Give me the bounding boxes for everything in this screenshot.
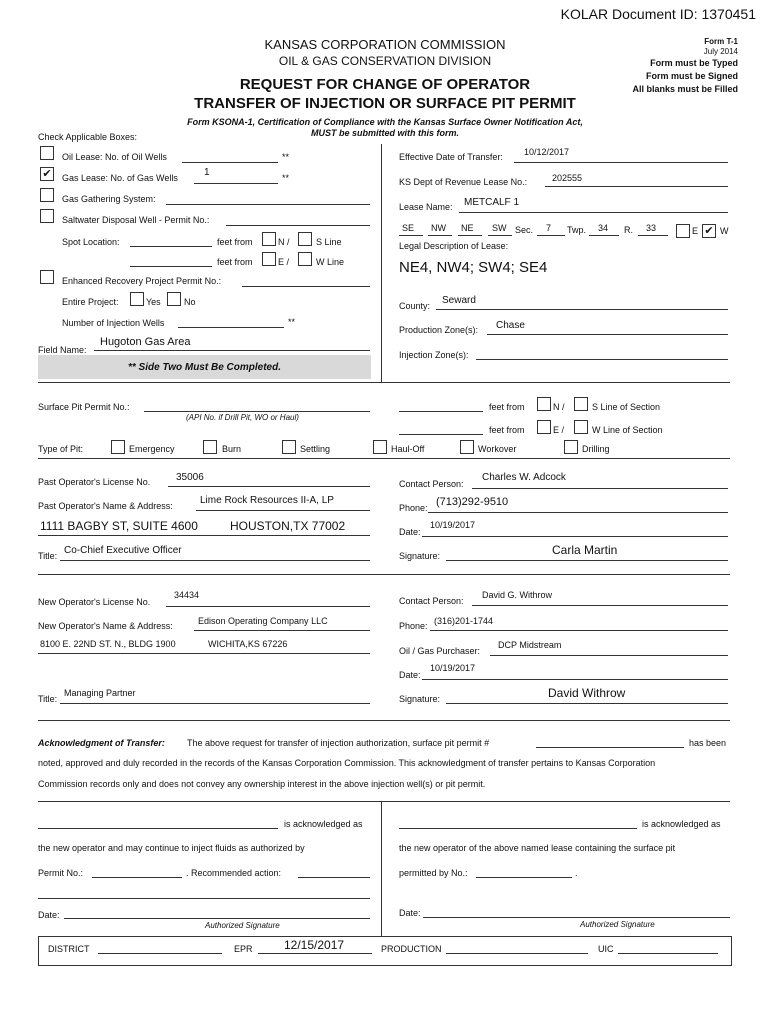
production-zone-value: Chase: [496, 320, 525, 331]
num-injection-wells-field[interactable]: [178, 327, 284, 328]
swd-permit-field[interactable]: [226, 225, 370, 226]
new-address-field[interactable]: [38, 653, 370, 654]
new-license-field[interactable]: [166, 606, 370, 607]
past-name-label: Past Operator's Name & Address:: [38, 501, 173, 511]
new-date-field[interactable]: [422, 679, 728, 680]
legal-desc-value: NE4, NW4; SW4; SE4: [399, 259, 548, 276]
ack-has-been: has been: [689, 738, 727, 748]
pit-type-emergency-checkbox[interactable]: [111, 440, 125, 454]
pit-type-drilling-checkbox[interactable]: [564, 440, 578, 454]
form-typed-note: Form must be Typed: [650, 58, 738, 68]
injection-wells-stars: **: [288, 317, 296, 327]
county-field[interactable]: [436, 309, 728, 310]
production-zone-label: Production Zone(s):: [399, 325, 479, 335]
permitted-by-label: permitted by No.:: [399, 868, 468, 878]
new-date-value: 10/19/2017: [430, 663, 476, 673]
past-signature-value: Carla Martin: [552, 543, 618, 557]
ack-line-3: Commission records only and does not convey any ownership interest in the above injection well(s) or pit permit.: [38, 779, 486, 789]
spot-n-checkbox[interactable]: [262, 232, 276, 246]
past-address-street: 1111 BAGBY ST, SUITE 4600: [40, 519, 198, 533]
spot-ew-feet-field[interactable]: [130, 266, 212, 267]
column-divider: [381, 144, 382, 382]
section-divider-1: [38, 382, 730, 383]
legal-desc-label: Legal Description of Lease:: [399, 241, 509, 251]
ks-lease-no-field[interactable]: [545, 186, 728, 187]
new-name-label: New Operator's Name & Address:: [38, 621, 173, 631]
past-phone-label: Phone:: [399, 503, 428, 513]
new-license-label: New Operator's License No.: [38, 597, 151, 607]
pit-type-workover-label: Workover: [478, 444, 517, 454]
section-divider-5: [38, 801, 730, 802]
pit-type-burn-label: Burn: [222, 444, 242, 454]
pit-n-checkbox[interactable]: [537, 397, 551, 411]
recommended-action-field-2[interactable]: [38, 898, 370, 899]
document-id: KOLAR Document ID: 1370451: [560, 6, 756, 22]
pit-feet-from-2: feet from: [489, 425, 525, 435]
quarter-1: SE: [402, 223, 415, 233]
new-date-label: Date:: [399, 670, 421, 680]
past-phone-field[interactable]: [428, 512, 728, 513]
epr-field[interactable]: [258, 953, 372, 954]
pit-type-emergency-label: Emergency: [129, 444, 175, 454]
past-license-field[interactable]: [168, 486, 370, 487]
epr-label: EPR: [234, 944, 253, 954]
pit-ew-feet-field[interactable]: [399, 434, 483, 435]
spot-feet-from-1: feet from: [217, 237, 253, 247]
left-date-label: Date:: [38, 910, 60, 920]
past-title-field[interactable]: [60, 560, 370, 561]
effective-date-field[interactable]: [514, 162, 728, 163]
oil-wells-stars: **: [282, 152, 290, 162]
entire-project-label: Entire Project:: [62, 297, 119, 307]
pit-s-line-label: S Line of Section: [592, 402, 661, 412]
new-address-city: WICHITA,KS 67226: [208, 639, 288, 649]
twp-label: Twp.: [567, 225, 587, 235]
form-title-1: REQUEST FOR CHANGE OF OPERATOR: [239, 76, 531, 93]
form-signed-note: Form must be Signed: [645, 71, 738, 81]
gas-wells-value: 1: [204, 167, 210, 178]
district-field[interactable]: [98, 953, 222, 954]
pit-w-checkbox[interactable]: [574, 420, 588, 434]
production-zone-field[interactable]: [487, 334, 728, 335]
right-ack-field[interactable]: [399, 828, 637, 829]
purchaser-value: DCP Midstream: [498, 640, 562, 650]
pit-type-settling-label: Settling: [300, 444, 331, 454]
section-divider-2: [38, 458, 730, 459]
permitted-by-dot: .: [575, 868, 578, 878]
form-subtitle-2: MUST be submitted with this form.: [311, 128, 459, 138]
gas-wells-field[interactable]: [194, 183, 278, 184]
right-is-ack: is acknowledged as: [642, 819, 721, 829]
new-signature-label: Signature:: [399, 694, 441, 704]
past-address-city: HOUSTON,TX 77002: [230, 519, 346, 533]
gas-lease-checkbox[interactable]: ✔: [40, 167, 54, 181]
spot-w-checkbox[interactable]: [298, 252, 312, 266]
right-date-label: Date:: [399, 908, 421, 918]
past-contact-field[interactable]: [472, 488, 728, 489]
sec-value: 7: [546, 223, 552, 233]
ack-line-1: The above request for transfer of injection authorization, surface pit permit #: [187, 738, 490, 748]
epr-value: 12/15/2017: [284, 938, 345, 952]
right-date-field[interactable]: [423, 917, 730, 918]
new-title-field[interactable]: [60, 703, 370, 704]
quarter-4: SW: [492, 223, 507, 233]
entire-project-no-label: No: [184, 297, 196, 307]
purchaser-field[interactable]: [490, 655, 728, 656]
new-name-value: Edison Operating Company LLC: [198, 616, 328, 626]
section-divider-4: [38, 720, 730, 721]
check-boxes-label: Check Applicable Boxes:: [38, 132, 138, 142]
section-divider-3: [38, 574, 730, 575]
form-number: Form T-1: [704, 37, 738, 46]
past-date-value: 10/19/2017: [430, 520, 476, 530]
swd-label: Saltwater Disposal Well - Permit No.:: [62, 215, 210, 225]
entire-project-no-checkbox[interactable]: [167, 292, 181, 306]
oil-wells-field[interactable]: [182, 162, 278, 163]
range-label: R.: [624, 225, 633, 235]
recommended-action-field[interactable]: [298, 877, 370, 878]
new-contact-label: Contact Person:: [399, 596, 464, 606]
surface-pit-label: Surface Pit Permit No.:: [38, 402, 130, 412]
enhanced-recovery-label: Enhanced Recovery Project Permit No.:: [62, 276, 222, 286]
district-label: DISTRICT: [48, 944, 90, 954]
quarter-4-field[interactable]: [488, 235, 512, 236]
past-address-field[interactable]: [38, 535, 370, 536]
past-signature-label: Signature:: [399, 551, 441, 561]
effective-date-value: 10/12/2017: [524, 147, 570, 157]
side-two-note: ** Side Two Must Be Completed.: [128, 362, 281, 373]
past-date-field[interactable]: [422, 536, 728, 537]
range-value: 33: [646, 223, 657, 233]
spot-e-label: E /: [278, 257, 290, 267]
ack-pit-permit-field[interactable]: [536, 747, 684, 748]
field-name-label: Field Name:: [38, 345, 87, 355]
new-address-street: 8100 E. 22ND ST. N., BLDG 1900: [40, 639, 176, 649]
bottom-column-divider: [381, 802, 382, 936]
pit-type-drilling-label: Drilling: [582, 444, 610, 454]
range-e-label: E: [692, 226, 699, 236]
new-signature-value: David Withrow: [548, 686, 626, 700]
pit-type-label: Type of Pit:: [38, 444, 84, 454]
gas-gathering-label: Gas Gathering System:: [62, 194, 156, 204]
uic-field[interactable]: [618, 953, 718, 954]
past-date-label: Date:: [399, 527, 421, 537]
past-license-label: Past Operator's License No.: [38, 477, 151, 487]
pit-type-settling-checkbox[interactable]: [282, 440, 296, 454]
pit-feet-from-1: feet from: [489, 402, 525, 412]
quarter-2: NW: [431, 223, 446, 233]
pit-e-checkbox[interactable]: [537, 420, 551, 434]
oil-lease-label: Oil Lease: No. of Oil Wells: [62, 152, 167, 162]
spot-w-line-label: W Line: [316, 257, 345, 267]
quarter-3-field[interactable]: [458, 235, 482, 236]
past-phone-value: (713)292-9510: [436, 496, 509, 508]
production-field[interactable]: [446, 953, 588, 954]
gas-lease-label: Gas Lease: No. of Gas Wells: [62, 173, 178, 183]
pit-s-checkbox[interactable]: [574, 397, 588, 411]
swd-checkbox[interactable]: [40, 209, 54, 223]
oil-lease-checkbox[interactable]: [40, 146, 54, 160]
permit-no-label: Permit No.:: [38, 868, 84, 878]
spot-n-label: N /: [278, 237, 290, 247]
county-value: Seward: [442, 295, 476, 306]
permit-no-field[interactable]: [92, 877, 182, 878]
left-ack-field[interactable]: [38, 828, 278, 829]
form-date: July 2014: [703, 47, 738, 56]
gas-wells-stars: **: [282, 173, 290, 183]
quarter-1-field[interactable]: [399, 235, 423, 236]
form-title-2: TRANSFER OF INJECTION OR SURFACE PIT PERMIT: [194, 95, 576, 112]
pit-type-burn-checkbox[interactable]: [203, 440, 217, 454]
spot-e-checkbox[interactable]: [262, 252, 276, 266]
injection-zone-label: Injection Zone(s):: [399, 350, 469, 360]
surface-pit-field[interactable]: [144, 411, 370, 412]
past-contact-label: Contact Person:: [399, 479, 464, 489]
new-license-value: 34434: [174, 590, 200, 600]
lease-name-field[interactable]: [459, 212, 728, 213]
lease-name-label: Lease Name:: [399, 202, 453, 212]
pit-w-line-label: W Line of Section: [592, 425, 663, 435]
new-phone-label: Phone:: [399, 621, 428, 631]
enhanced-recovery-checkbox[interactable]: [40, 270, 54, 284]
pit-type-hauloff-checkbox[interactable]: [373, 440, 387, 454]
range-e-checkbox[interactable]: [676, 224, 690, 238]
agency-division: OIL & GAS CONSERVATION DIVISION: [278, 54, 492, 68]
new-phone-value: (316)201-1744: [434, 616, 494, 626]
effective-date-label: Effective Date of Transfer:: [399, 152, 503, 162]
spot-ns-feet-field[interactable]: [130, 246, 212, 247]
new-name-field[interactable]: [194, 630, 370, 631]
form-subtitle-1: Form KSONA-1, Certification of Compliance with the Kansas Surface Owner Notification Act,: [187, 117, 583, 127]
spot-location-label: Spot Location:: [62, 237, 120, 247]
new-signature-field[interactable]: [446, 703, 728, 704]
past-name-value: Lime Rock Resources II-A, LP: [200, 495, 334, 506]
quarter-2-field[interactable]: [428, 235, 452, 236]
new-contact-value: David G. Withrow: [482, 590, 553, 600]
past-contact-value: Charles W. Adcock: [482, 472, 566, 483]
spot-s-checkbox[interactable]: [298, 232, 312, 246]
right-operator-text: the new operator of the above named lease containing the surface pit: [399, 843, 676, 853]
ks-lease-no-label: KS Dept of Revenue Lease No.:: [399, 177, 528, 187]
recommended-action-label: . Recommended action:: [186, 868, 282, 878]
new-contact-field[interactable]: [472, 605, 728, 606]
gas-gathering-field[interactable]: [166, 204, 370, 205]
ack-line-2: noted, approved and duly recorded in the records of the Kansas Corporation Commission. This acknowledgment of transfer pertains to Kansas Corporation: [38, 758, 656, 768]
num-injection-wells-label: Number of Injection Wells: [62, 318, 165, 328]
ack-lead: Acknowledgment of Transfer:: [38, 738, 165, 748]
past-title-label: Title:: [38, 551, 58, 561]
range-field[interactable]: [638, 235, 668, 236]
api-note: (API No. if Drill Pit, WO or Haul): [186, 413, 299, 422]
field-name-value: Hugoton Gas Area: [100, 336, 191, 348]
pit-type-workover-checkbox[interactable]: [460, 440, 474, 454]
uic-label: UIC: [598, 944, 614, 954]
production-label: PRODUCTION: [381, 944, 442, 954]
twp-value: 34: [598, 223, 609, 233]
range-w-checkbox[interactable]: ✔: [702, 224, 716, 238]
quarter-3: NE: [461, 223, 474, 233]
spot-s-line-label: S Line: [316, 237, 342, 247]
pit-type-hauloff-label: Haul-Off: [391, 444, 425, 454]
pit-e-label: E /: [553, 425, 565, 435]
left-date-field[interactable]: [64, 918, 370, 919]
new-phone-field[interactable]: [430, 630, 728, 631]
purchaser-label: Oil / Gas Purchaser:: [399, 646, 481, 656]
left-is-ack: is acknowledged as: [284, 819, 363, 829]
entire-project-yes-checkbox[interactable]: [130, 292, 144, 306]
lease-name-value: METCALF 1: [464, 197, 520, 208]
past-signature-field[interactable]: [446, 560, 728, 561]
twp-field[interactable]: [589, 235, 619, 236]
ks-lease-no-value: 202555: [552, 173, 583, 183]
past-title-value: Co-Chief Executive Officer: [64, 545, 182, 556]
agency-title: KANSAS CORPORATION COMMISSION: [264, 37, 506, 52]
new-title-value: Managing Partner: [64, 688, 136, 698]
sec-label: Sec.: [515, 225, 534, 235]
left-operator-text: the new operator and may continue to inject fluids as authorized by: [38, 843, 305, 853]
past-license-value: 35006: [176, 472, 204, 483]
injection-zone-field[interactable]: [476, 359, 728, 360]
sec-field[interactable]: [537, 235, 565, 236]
range-w-label: W: [720, 226, 729, 236]
past-name-field[interactable]: [196, 510, 370, 511]
pit-ns-feet-field[interactable]: [399, 411, 483, 412]
county-label: County:: [399, 301, 431, 311]
gas-gathering-checkbox[interactable]: [40, 188, 54, 202]
left-authorized-signature: Authorized Signature: [205, 921, 280, 930]
entire-project-yes-label: Yes: [146, 297, 161, 307]
enhanced-permit-field[interactable]: [242, 286, 370, 287]
new-title-label: Title:: [38, 694, 58, 704]
right-authorized-signature: Authorized Signature: [580, 920, 655, 929]
form-blanks-note: All blanks must be Filled: [632, 84, 738, 94]
pit-n-label: N /: [553, 402, 565, 412]
spot-feet-from-2: feet from: [217, 257, 253, 267]
permitted-by-field[interactable]: [476, 877, 572, 878]
field-name-field[interactable]: [94, 350, 370, 351]
